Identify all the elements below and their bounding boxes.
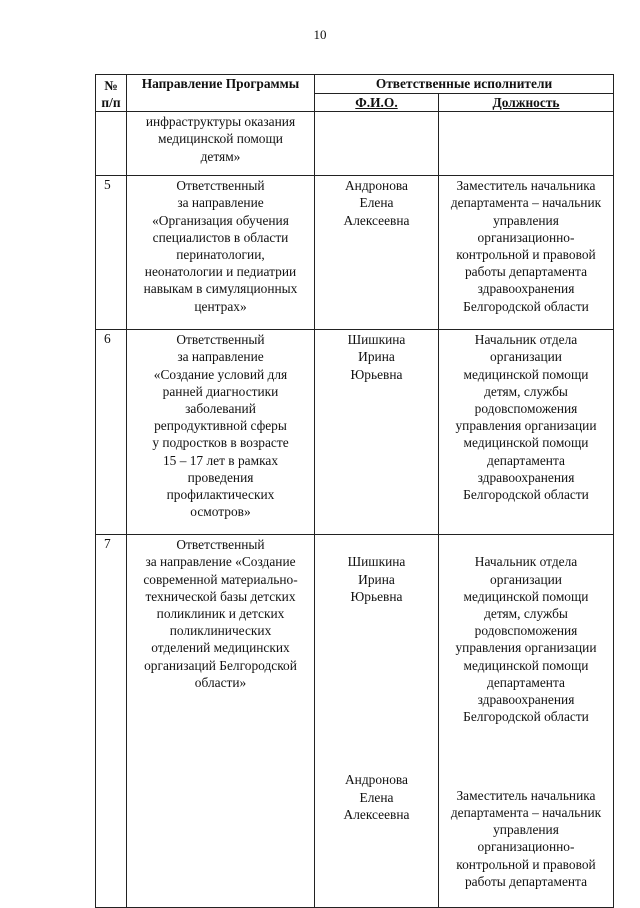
- row-position: Заместитель начальника департамента – начальник управления организационно- контрольной и правовой работы департамента здравоохранения Белгородской области: [439, 176, 614, 330]
- row-position: Начальник отдела организации медицинской помощи детям, службы родовспоможения управления организации медицинской помощи департамента здравоохранения Белгородской области: [439, 330, 614, 535]
- row-number: [96, 112, 127, 176]
- table-row: [96, 535, 614, 908]
- row-number: 6: [96, 330, 127, 535]
- header-direction: Направление Программы: [127, 75, 315, 112]
- row-fio: Шишкина Ирина Юрьевна: [347, 554, 406, 604]
- row-position: Начальник отдела организации медицинской помощи детям, службы родовспоможения управления организации медицинской помощи департамента здравоохранения Белгородской области: [455, 554, 597, 725]
- table-row: [96, 112, 614, 176]
- table-header-row: [96, 75, 614, 94]
- table-row: [96, 176, 614, 330]
- header-number: № п/п: [96, 75, 127, 112]
- row-number: 5: [96, 176, 127, 330]
- row-number: 7: [96, 535, 127, 908]
- header-position: Должность: [439, 94, 614, 112]
- row-fio-second: Андронова Елена Алексеевна: [343, 772, 410, 822]
- row-position: [439, 112, 614, 176]
- header-responsible: Ответственные исполнители: [315, 75, 614, 94]
- row-direction: инфраструктуры оказания медицинской помощи детям»: [127, 112, 315, 176]
- row-fio: Шишкина Ирина Юрьевна: [315, 330, 439, 535]
- responsible-executors-table: [95, 74, 614, 908]
- row-position-second: Заместитель начальника департамента – начальник управления организационно- контрольной и правовой работы департамента: [450, 787, 602, 889]
- row-direction: Ответственный за направление «Создание современной материально- технической базы детских поликлиник и детских поликлинических отделений медицинских организаций Белгородской области»: [127, 535, 315, 908]
- page-number: 10: [313, 27, 327, 42]
- row-fio-group: [315, 535, 439, 908]
- table-row: [96, 330, 614, 535]
- row-position-group: [439, 535, 614, 908]
- row-direction: Ответственный за направление «Создание условий для ранней диагностики заболеваний репродуктивной сферы у подростков в возрасте 15 – 17 лет в рамках проведения профилактических осмотров»: [127, 330, 315, 535]
- row-direction: Ответственный за направление «Организация обучения специалистов в области перинатологии, неонатологии и педиатрии навыкам в симуляционных центрах»: [127, 176, 315, 330]
- row-fio: [315, 112, 439, 176]
- header-fio: Ф.И.О.: [315, 94, 439, 112]
- row-fio: Андронова Елена Алексеевна: [315, 176, 439, 330]
